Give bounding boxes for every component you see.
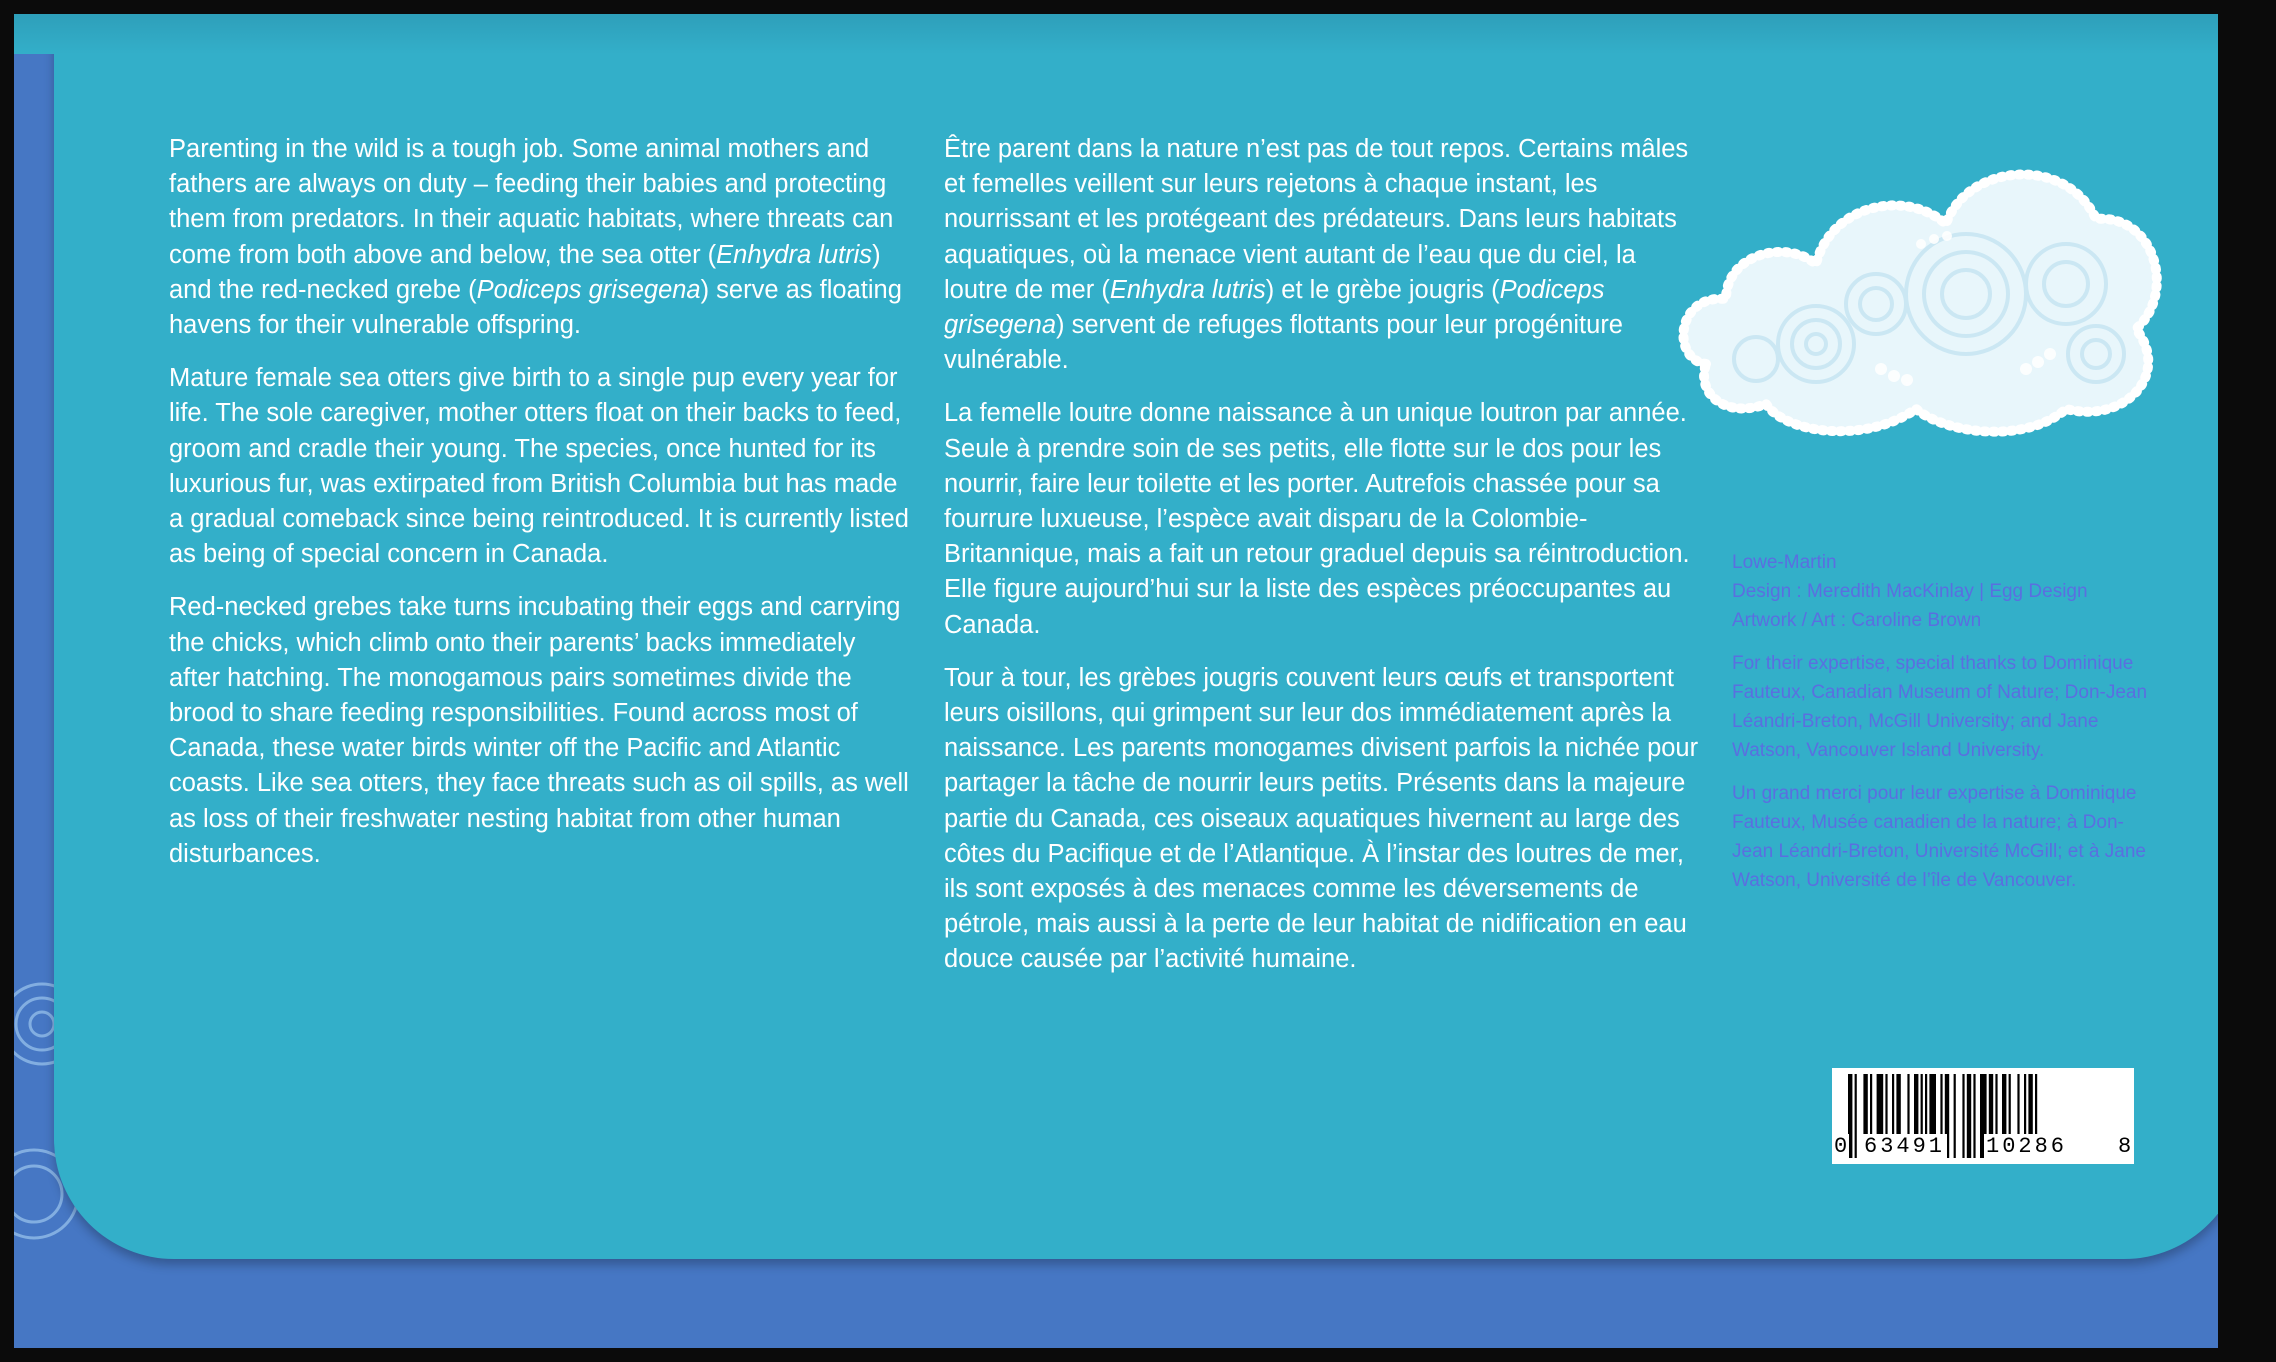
paragraph-text: ) et le grèbe jougris ( (1265, 275, 1500, 304)
printer-credit: Lowe-Martin (1732, 552, 1837, 573)
paragraph-text: Être parent dans la nature n’est pas de tout repos. Certains mâles et femelles veillent sur leurs rejetons à chaque instant, les nourrissant et les protégeant des prédateurs. Dans leurs habitats aquatiques, où la menace vient autant de l’eau que du ciel, la loutre de mer ( (944, 135, 1689, 304)
thanks-french: Un grand merci pour leur expertise à Dominique Fauteux, Musée canadien de la nature; à Don-Jean Léandri-Breton, Université McGill; et à Jane Watson, Université de l’île de Vancouver. (1732, 783, 2146, 891)
species-name: Enhydra lutris (1109, 275, 1266, 304)
artwork-credit: Artwork / Art : Caroline Brown (1732, 610, 1982, 631)
paragraph-text: La femelle loutre donne naissance à un unique loutron par année. Seule à prendre soin de ses petits, elle flotte sur le dos pour les nourrir, faire leur toilette et les porter. Autrefois chassée pour sa fourrure luxueuse, l’espèce avait disparu de la Colombie-Britannique, mais a fait un retour graduel depuis sa réintroduction. Elle figure aujourd’hui sur la liste des espèces préoccupantes au Canada. (944, 399, 1690, 639)
paragraph-text: Parenting in the wild is a tough job. Some animal mothers and fathers are always on duty – feeding their babies and protecting them from predators. In their aquatic habitats, where threats can come from both above and below, the sea otter ( (169, 135, 894, 269)
paragraph-text: ) servent de refuges flottants pour leur progéniture vulnérable. (944, 311, 1623, 375)
paragraph-text: Mature female sea otters give birth to a single pup every year for life. The sole caregiver, mother otters float on their backs to feed, groom and cradle their young. The species, once hunted for its luxurious fur, was extirpated from British Columbia but has made a gradual comeback since being reintroduced. It is currently listed as being of special concern in Canada. (169, 364, 909, 569)
paragraph-text: Red-necked grebes take turns incubating their eggs and carrying the chicks, which climb onto their parents’ backs immediately after hatching. The monogamous pairs sometimes divide the brood to share feeding responsibilities. Found across most of Canada, these water birds winter off the Pacific and Atlantic coasts. Like sea otters, they face threats such as oil spills, as well as loss of their freshwater nesting habitat from other human disturbances. (169, 593, 909, 868)
barcode-digits (1832, 1134, 2134, 1162)
upc-barcode (1832, 1068, 2134, 1164)
barcode-right-digits: 10286 (1986, 1134, 2068, 1159)
species-name: Podiceps grisegena (476, 275, 701, 304)
english-text-column (169, 132, 909, 890)
french-paragraph-1 (944, 132, 1704, 378)
english-paragraph-3 (169, 590, 909, 872)
species-name: Podiceps grisegena (944, 275, 1605, 340)
barcode-left-digits: 63491 (1864, 1134, 1946, 1159)
english-paragraph-2 (169, 361, 909, 572)
french-paragraph-3 (944, 661, 1704, 978)
design-credit: Design : Meredith MacKinlay | Egg Design (1732, 581, 2088, 602)
credits-block (1732, 548, 2162, 909)
paragraph-text: Tour à tour, les grèbes jougris couvent leurs œufs et transportent leurs oisillons, qui grimpent sur leur dos immédiatement après la naissance. Les parents monogames divisent parfois la nichée pour partager la tâche de nourrir leurs petits. Présents dans la majeure partie du Canada, ces oiseaux aquatiques hivernent au large des côtes du Pacifique et de l’Atlantique. À l’instar des loutres de mer, ils sont exposés à des menaces comme les déversements de pétrole, mais aussi à la perte de leur habitat de nidification en eau douce causée par l’activité humaine. (944, 663, 1699, 974)
paragraph-text: ) serve as floating havens for their vulnerable offspring. (169, 275, 902, 340)
english-paragraph-1 (169, 132, 909, 343)
barcode-first-digit: 0 (1834, 1134, 1848, 1159)
paragraph-text: ) and the red-necked grebe ( (169, 240, 881, 304)
species-name: Enhydra lutris (716, 240, 873, 269)
barcode-last-digit: 8 (2118, 1134, 2132, 1159)
fold-edge (14, 14, 2218, 54)
french-text-column (944, 132, 1704, 996)
thanks-english: For their expertise, special thanks to Dominique Fauteux, Canadian Museum of Nature; Don-Jean Léandri-Breton, McGill University; and Jane Watson, Vancouver Island University. (1732, 653, 2148, 761)
stamp-booklet-back (14, 14, 2218, 1348)
french-paragraph-2 (944, 396, 1704, 642)
beaded-cloud-illustration (1666, 144, 2176, 444)
